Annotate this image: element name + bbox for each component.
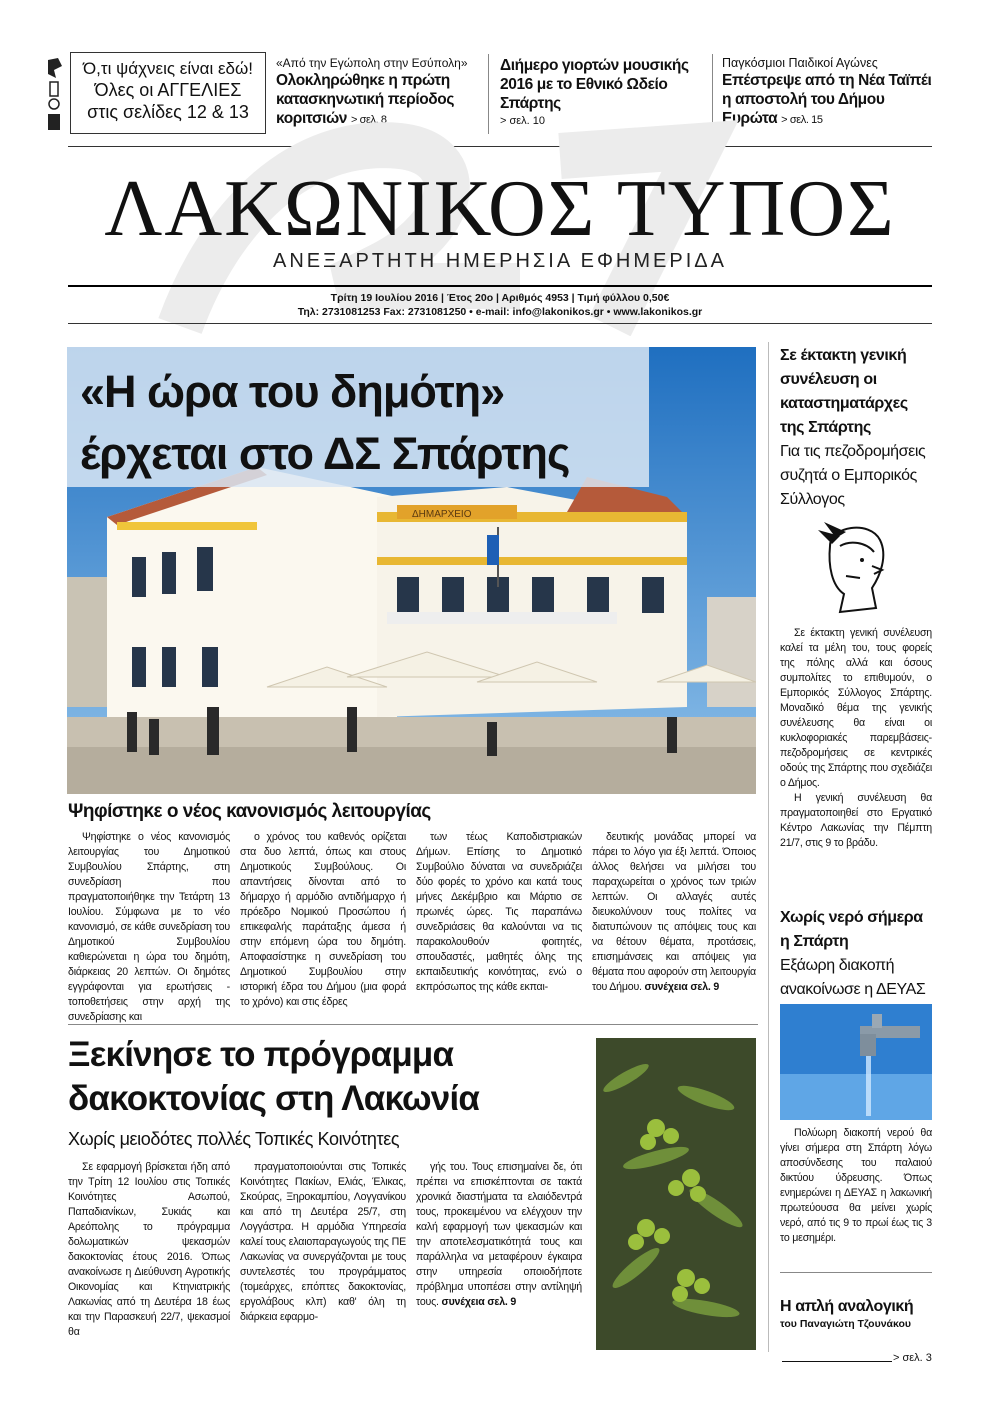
teaser-games-kicker: Παγκόσμιοι Παιδικοί Αγώνες	[722, 56, 878, 70]
teaser-music-ref: > σελ. 10	[500, 115, 546, 127]
issue-line: Τρίτη 19 Ιουλίου 2016 | Έτος 20ο | Αριθμός 4953 | Τιμή φύλλου 0,50€	[330, 292, 670, 304]
second-col3-text: γής του. Τους επισημαίνει δε, ότι πρέπει να επισκέπτονται σε τακτά χρονικά διαστήματα τα ελαιόδεντρά τους, προκειμένου να ελέγχουν την καλή εφαρμογή των ψεκασμών και την αποτελεσματικότητά τους και παράλληλα να μεταφέρουν έγκαιρα στην υπηρεσία οποιοδήποτε πρόβλημα υποπέσει στην αντίληψή τους.	[416, 1161, 582, 1308]
merchants-body1: Σε έκτακτη γενική συνέλευση καλεί τα μέλη του, τους φορείς της πόλης αλλά και όσους συμπολίτες το επιθυμούν, ο Εμπορικός Σύλλογος Σπάρτης. Μοναδικό θέμα της γενικής συνέλευσης θα είναι οι κυκλοφοριακές παρεμβάσεις- πεζοδρομήσεις σε κεντρικές οδούς της Σπάρτης που σχεδιάζει ο Δήμος.	[780, 627, 932, 789]
publisher-logo	[44, 56, 64, 134]
lead-column-1	[68, 830, 230, 1025]
merchants-body	[780, 626, 932, 851]
teaser-games-ref: > σελ. 15	[781, 114, 823, 126]
lead-col1-text: Ψηφίστηκε ο νέος κανονισμός λειτουργίας του Δημοτικού Συμβουλίου Σπάρτης, στη συνεδρίαση που πραγματοποιήθηκε την Τετάρτη 13 Ιουλίου. Σύμφωνα με το νέο κανονισμό, σε κάθε συνεδρίαση του Δημοτικού Συμβουλίου καθιερώνεται η ώρα του δημότη, διάρκειας 20 λεπτών. Οι δημότες εγγράφονται για ερωτήσεις - τοποθετήσεις στην αρχή της συνεδρίασης και	[68, 831, 230, 1023]
second-continued-link[interactable]: συνέχεια σελ. 9	[441, 1296, 517, 1308]
teaser-camp-kicker: «Από την Εγώπολη στην Εσύπολη»	[276, 56, 468, 70]
contact-line: Τηλ: 2731081253 Fax: 2731081250 • e-mail: info@lakonikos.gr • www.lakonikos.gr	[297, 306, 703, 318]
merchants-title: Σε έκτακτη γενική συνέλευση οι καταστηματάρχες της Σπάρτης	[780, 347, 908, 436]
column-title: Η απλή αναλογική	[780, 1298, 914, 1315]
sidebar-story-column[interactable]	[780, 1296, 932, 1330]
lead-subhead: Ψηφίστηκε ο νέος κανονισμός λειτουργίας	[68, 801, 431, 822]
second-headline-1: Ξεκίνησε το πρόγραμμα	[68, 1035, 454, 1074]
water-body	[780, 1126, 932, 1246]
masthead-rule	[68, 285, 932, 287]
merchants-subtitle: Για τις πεζοδρομήσεις συζητά ο Εμπορικός Σύλλογος	[780, 443, 926, 508]
water-body-text: Πολύωρη διακοπή νερού θα γίνει σήμερα στη Σπάρτη λόγω αποσύνδεσης του παλαιού δικτύου ύδρευσης. Όπως ενημερώνει η ΔΕΥΑΣ η λακωνική πρωτεύουσα θα μείνει χωρίς νερό, από τις 9 το πρωί έως τις 3 το μεσημέρι.	[780, 1127, 932, 1244]
masthead-rule-bottom	[68, 323, 932, 324]
ads-line2: Όλες οι ΑΓΓΕΛΙΕΣ	[94, 80, 242, 100]
column-ref-rule	[782, 1361, 892, 1362]
lead-column-2	[240, 830, 406, 1010]
sidebar-story-water[interactable]	[780, 906, 932, 1002]
sidebar-divider	[768, 342, 769, 1352]
tap-photo	[780, 1004, 932, 1120]
hermes-illustration	[810, 516, 900, 616]
olive-photo	[596, 1038, 756, 1350]
sidebar-rule	[780, 1272, 932, 1273]
teaser-camp-ref: > σελ. 8	[350, 114, 387, 126]
merchants-body2: Η γενική συνέλευση θα πραγματοποιηθεί στο Εργατικό Κέντρο Λακωνίας την Πέμπτη 21/7, στις 9 το βράδυ.	[780, 792, 932, 849]
sidebar-story-merchants[interactable]	[780, 344, 932, 512]
water-title: Χωρίς νερό σήμερα η Σπάρτη	[780, 909, 923, 950]
water-subtitle: Εξάωρη διακοπή ανακοίνωσε η ΔΕΥΑΣ	[780, 957, 926, 998]
second-col1-text: Σε εφαρμογή βρίσκεται ήδη από την Τρίτη 12 Ιουλίου στις Τοπικές Κοινότητες Ασωπού, Παπαδιανίκων, Συκιάς και Αρεόπολης το πρόγραμμα δολωματικών ψεκασμών δακοκτονίας έτους 2016. Όπως ανακοίνωσε η Διεύθυνση Αγροτικής Οικονομίας και Κτηνιατρικής Λακωνίας από τη Δευτέρα 18 έως και την Παρασκευή 22/7, ψεκασμοί θα	[68, 1161, 230, 1338]
building-sign: ΔΗΜΑΡΧΕΙΟ	[412, 509, 472, 520]
lead-column-4	[592, 830, 756, 995]
teaser-camp-title: Ολοκληρώθηκε η πρώτη κατασκηνωτική περίοδος κοριτσιών	[276, 72, 455, 127]
column-byline: του Παναγιώτη Τζουνάκου	[780, 1318, 912, 1330]
lead-continued-link[interactable]: συνέχεια σελ. 9	[644, 981, 720, 993]
lead-column-3	[416, 830, 582, 995]
section-rule	[68, 1024, 758, 1025]
second-column-1	[68, 1160, 230, 1340]
second-subhead: Χωρίς μειοδότες πολλές Τοπικές Κοινότητες	[68, 1129, 400, 1149]
teaser-music-title: Διήμερο γιορτών μουσικής 2016 με το Εθνικό Ωδείο Σπάρτης	[500, 57, 689, 112]
masthead-tagline: ΑΝΕΞΑΡΤΗΤΗ ΗΜΕΡΗΣΙΑ ΕΦΗΜΕΡΙΔΑ	[273, 250, 727, 272]
lead-col4-text: δευτικής μονάδας μπορεί να πάρει το λόγο για έξι λεπτά. Όποιος άλλος θελήσει να μιλήσει του παραχωρείται ο χρόνος των τριών λεπτών. Οι αλλαγές αυτές διευκολύνουν τους πολίτες να διατυπώνουν τις απόψεις τους και να θέτουν θέματα, προτάσεις, επισημάνσεις και απόψεις για θέματα που αφορούν στη λειτουργία του Δήμου.	[592, 831, 756, 993]
second-column-3	[416, 1160, 582, 1310]
ads-line3: στις σελίδες 12 & 13	[87, 102, 249, 122]
ads-line1: Ό,τι ψάχνεις είναι εδώ!	[83, 59, 253, 78]
second-column-2	[240, 1160, 406, 1325]
lead-col2-text: ο χρόνος του καθενός ορίζεται στα δυο λεπτά, όπως και στους Δημοτικούς Συμβούλους. Οι απαντήσεις δίνονται από το δήμαρχο ή αρμόδιο αντιδήμαρχο ή πρόεδρο Νομικού Προσώπου ή επικεφαλής παράταξης άμεσα ή στην επόμενη ώρα του δημότη. Αποφασίστηκε η συνεδρίαση του Δημοτικού Συμβουλίου στην ιστορική έδρα του Δήμου (μια φορά το χρόνο) και στις έδρες	[240, 831, 406, 1008]
lead-headline-2: έρχεται στο ΔΣ Σπάρτης	[80, 428, 570, 479]
teaser-games-title: Επέστρεψε από τη Νέα Ταϊπέι η αποστολή του Δήμου Ευρώτα	[722, 72, 932, 127]
column-ref[interactable]: > σελ. 3	[893, 1352, 932, 1364]
lead-col3-text: των τέως Καποδιστριακών Δήμων. Επίσης το Δημοτικό Συμβούλιο δύναται να συνεδριάζει δύο φορές το χρόνο και κατά τους μήνες Δεκέμβριο και Μάρτιο σε πρωινές ώρες. Τις παραπάνω συνεδριάσεις θα καλούνται να τις παρακολουθούν φοιτητές, σπουδαστές, μαθητές όλης της εκπαιδευτικής κοινότητας, ενώ ο εκπρόσωπος της κάθε εκπαι-	[416, 831, 582, 993]
second-col2-text: πραγματοποιούνται στις Τοπικές Κοινότητες Πακίων, Ελιάς, Έλικας, Σκούρας, Ξηροκαμπίου, Λογγανίκου και από τη Δευτέρα 25/7, στη Λογγάστρα. Η αρμόδια Υπηρεσία καλεί τους ελαιοπαραγωγούς της ΠΕ Λακωνίας να συνεργάζονται με τους συντελεστές του προγράμματος (τομεάρχες, επόπτες δακοκτονίας, εργολάβους κλπ) καθ' όλη τη διάρκεια εφαρμο-	[240, 1161, 406, 1323]
second-headline-2: δακοκτονίας στη Λακωνία	[68, 1079, 480, 1118]
masthead-title: ΛΑΚΩΝΙΚΟΣ ΤΥΠΟΣ	[104, 165, 896, 253]
lead-headline-1: «Η ώρα του δημότη»	[80, 366, 505, 417]
